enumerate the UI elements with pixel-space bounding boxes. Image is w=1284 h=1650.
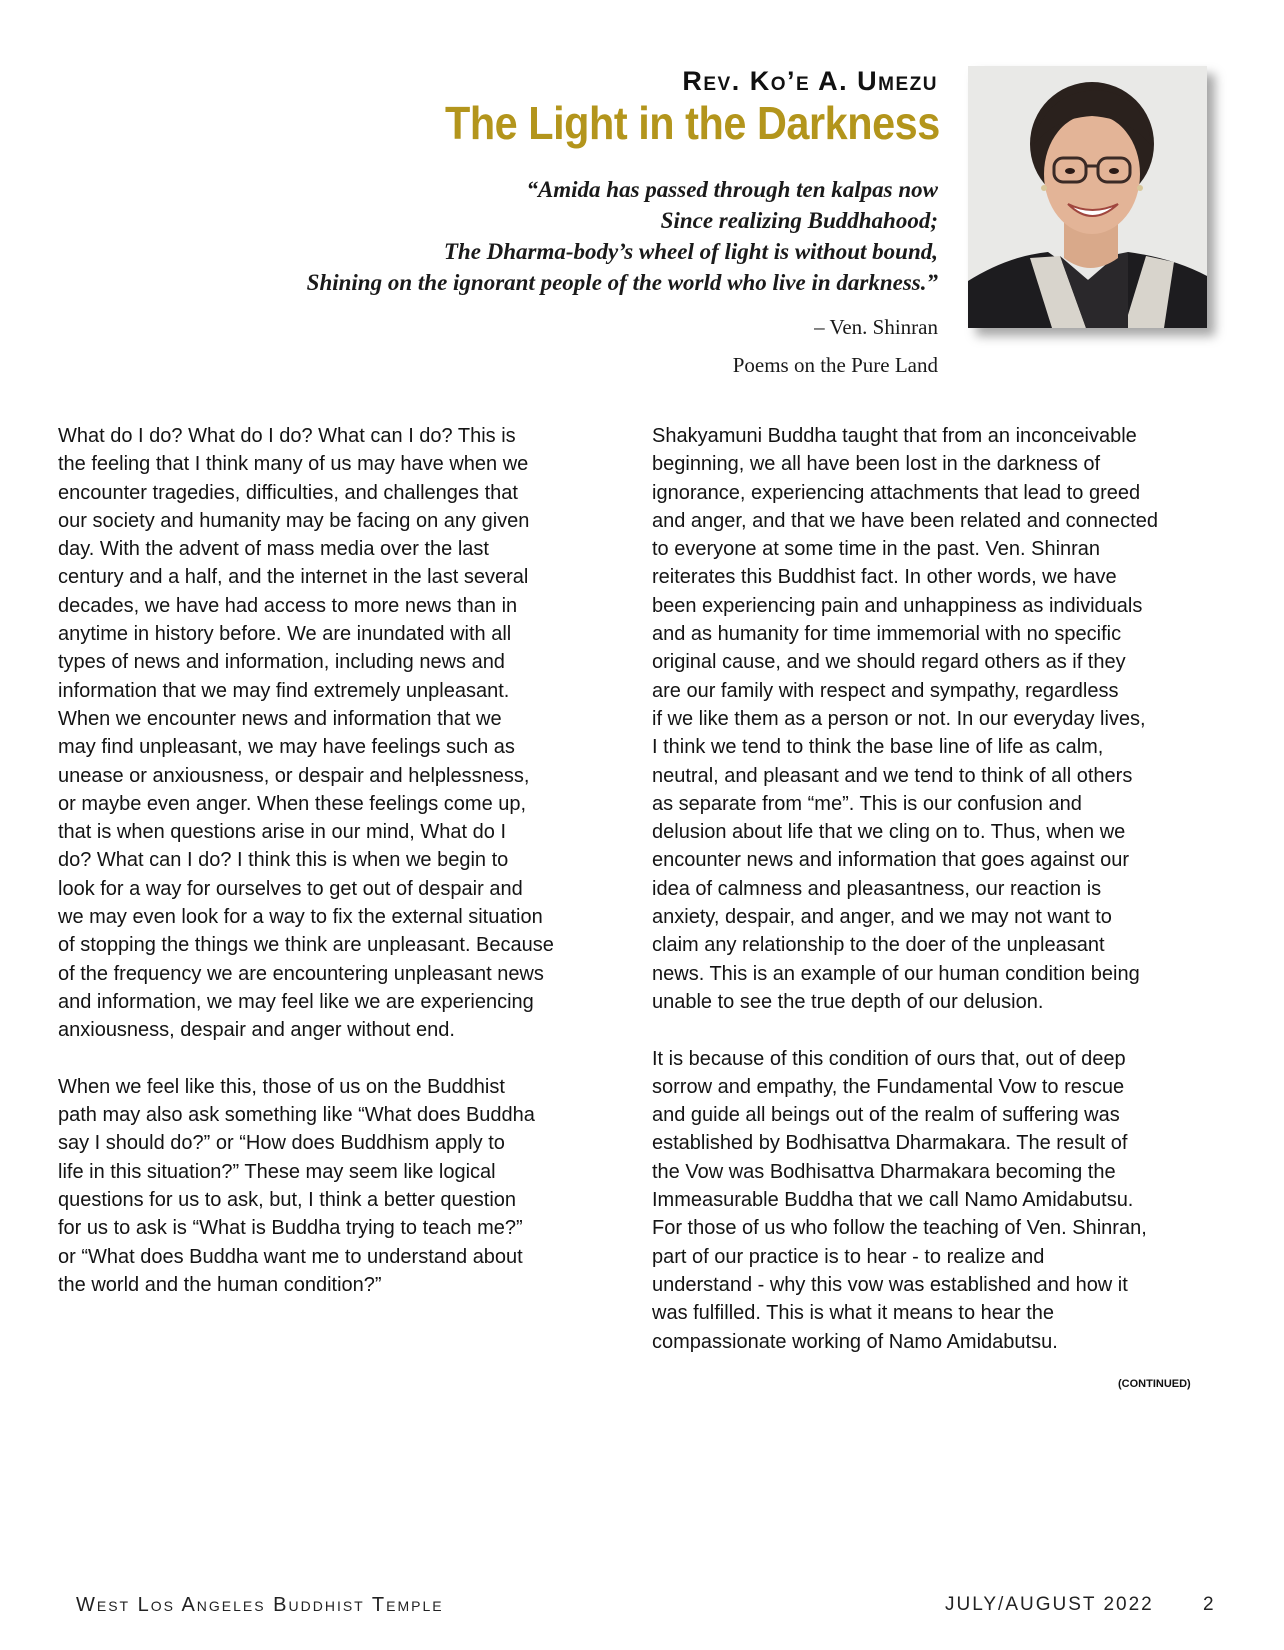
- author-name: Rev. Ko’e A. Umezu: [682, 66, 938, 96]
- body-line: or “What does Buddha want me to understand about: [58, 1245, 523, 1268]
- body-line: life in this situation?” These may seem like logical: [58, 1160, 496, 1183]
- body-line: compassionate working of Namo Amidabutsu.: [652, 1330, 1058, 1353]
- body-line: our society and humanity may be facing on any given: [58, 509, 530, 532]
- body-line: or maybe even anger. When these feelings come up,: [58, 792, 527, 815]
- body-line: the feeling that I think many of us may have when we: [58, 453, 529, 476]
- author-photo: [968, 66, 1207, 328]
- body-line: and guide all beings out of the realm of suffering was: [652, 1104, 1120, 1127]
- article-title: The Light in the Darkness: [445, 97, 940, 149]
- portrait-illustration: [968, 66, 1207, 328]
- body-line: claim any relationship to the doer of the unpleasant: [652, 934, 1105, 957]
- body-line: anytime in history before. We are inundated with all: [58, 623, 512, 646]
- body-line: are our family with respect and sympathy, regardless: [652, 679, 1119, 702]
- body-line: decades, we have had access to more news than in: [58, 594, 518, 617]
- body-line: of stopping the things we think are unpleasant. Because: [58, 934, 554, 957]
- body-line: It is because of this condition of ours that, out of deep: [652, 1047, 1126, 1070]
- body-line: and information, we may feel like we are experiencing: [58, 990, 534, 1013]
- body-line: When we encounter news and information that we: [58, 707, 502, 730]
- body-line: types of news and information, including news and: [58, 651, 505, 674]
- body-line: When we feel like this, those of us on the Buddhist: [58, 1075, 505, 1098]
- footer-publication: West Los Angeles Buddhist Temple: [76, 1594, 444, 1616]
- body-line: sorrow and empathy, the Fundamental Vow to rescue: [652, 1075, 1125, 1098]
- epigraph-line: Since realizing Buddhahood;: [660, 208, 938, 233]
- continued-label: (CONTINUED): [1118, 1378, 1191, 1390]
- body-line: ignorance, experiencing attachments that lead to greed: [652, 481, 1141, 504]
- body-line: idea of calmness and pleasantness, our reaction is: [652, 877, 1102, 900]
- body-line: original cause, and we should regard others as if they: [652, 651, 1126, 674]
- body-line: encounter news and information that goes against our: [652, 849, 1129, 872]
- body-line: was fulfilled. This is what it means to hear the: [652, 1302, 1055, 1325]
- body-line: we may even look for a way to fix the external situation: [58, 906, 543, 929]
- body-line: I think we tend to think the base line of life as calm,: [652, 736, 1104, 759]
- body-line: do? What can I do? I think this is when we begin to: [58, 849, 509, 872]
- epigraph-quote: [307, 174, 938, 298]
- right-column: [652, 422, 1207, 1356]
- body-line: understand - why this vow was established and how it: [652, 1273, 1128, 1296]
- body-line: For those of us who follow the teaching of Ven. Shinran,: [652, 1217, 1147, 1240]
- epigraph-line: “Amida has passed through ten kalpas now: [526, 177, 938, 202]
- body-line: say I should do?” or “How does Buddhism apply to: [58, 1132, 505, 1155]
- body-line: may find unpleasant, we may have feelings such as: [58, 736, 515, 759]
- body-line: as separate from “me”. This is our confusion and: [652, 792, 1082, 815]
- body-line: century and a half, and the internet in the last several: [58, 566, 529, 589]
- body-line: been experiencing pain and unhappiness as individuals: [652, 594, 1143, 617]
- body-line: What do I do? What do I do? What can I do? This is: [58, 425, 516, 447]
- body-line: that is when questions arise in our mind, What do I: [58, 821, 507, 844]
- body-line: information that we may find extremely unpleasant.: [58, 679, 510, 702]
- body-line: for us to ask is “What is Buddha trying to teach me?”: [58, 1217, 523, 1240]
- body-line: if we like them as a person or not. In our everyday lives,: [652, 707, 1146, 730]
- body-line: look for a way for ourselves to get out of despair and: [58, 877, 523, 900]
- body-line: of the frequency we are encountering unpleasant news: [58, 962, 544, 985]
- page-number: 2: [1203, 1594, 1214, 1615]
- epigraph-attribution: – Ven. Shinran: [814, 315, 938, 339]
- body-line: part of our practice is to hear - to realize and: [652, 1245, 1045, 1268]
- body-line: to everyone at some time in the past. Ven. Shinran: [652, 538, 1101, 561]
- body-line: beginning, we all have been lost in the darkness of: [652, 453, 1101, 476]
- epigraph-line: The Dharma-body’s wheel of light is without bound,: [443, 239, 938, 264]
- body-line: path may also ask something like “What does Buddha: [58, 1104, 535, 1127]
- body-line: anxiety, despair, and anger, and we may not want to: [652, 906, 1112, 929]
- epigraph-source: Poems on the Pure Land: [732, 353, 938, 377]
- body-line: established by Bodhisattva Dharmakara. The result of: [652, 1132, 1128, 1155]
- paragraph-gap: [652, 1016, 1207, 1044]
- body-line: Immeasurable Buddha that we call Namo Amidabutsu.: [652, 1189, 1134, 1212]
- paragraph-gap: [58, 1045, 613, 1073]
- body-line: reiterates this Buddhist fact. In other words, we have: [652, 566, 1117, 589]
- body-line: delusion about life that we cling on to. Thus, when we: [652, 821, 1126, 844]
- body-line: and anger, and that we have been related and connected: [652, 509, 1158, 532]
- body-line: news. This is an example of our human condition being: [652, 962, 1140, 985]
- body-line: encounter tragedies, difficulties, and challenges that: [58, 481, 518, 504]
- body-line: questions for us to ask, but, I think a better question: [58, 1189, 517, 1212]
- body-line: neutral, and pleasant and we tend to think of all others: [652, 764, 1133, 787]
- footer-issue-date: JULY/AUGUST 2022: [945, 1594, 1154, 1615]
- body-line: the world and the human condition?”: [58, 1273, 382, 1296]
- body-line: and as humanity for time immemorial with no specific: [652, 623, 1122, 646]
- body-line: day. With the advent of mass media over the last: [58, 538, 489, 561]
- body-line: anxiousness, despair and anger without end.: [58, 1019, 455, 1042]
- epigraph-line: Shining on the ignorant people of the world who live in darkness.”: [306, 270, 938, 295]
- body-line: the Vow was Bodhisattva Dharmakara becoming the: [652, 1160, 1116, 1183]
- body-line: Shakyamuni Buddha taught that from an inconceivable: [652, 425, 1137, 447]
- body-line: unable to see the true depth of our delusion.: [652, 990, 1044, 1013]
- body-line: unease or anxiousness, or despair and helplessness,: [58, 764, 530, 787]
- left-column: [58, 422, 613, 1299]
